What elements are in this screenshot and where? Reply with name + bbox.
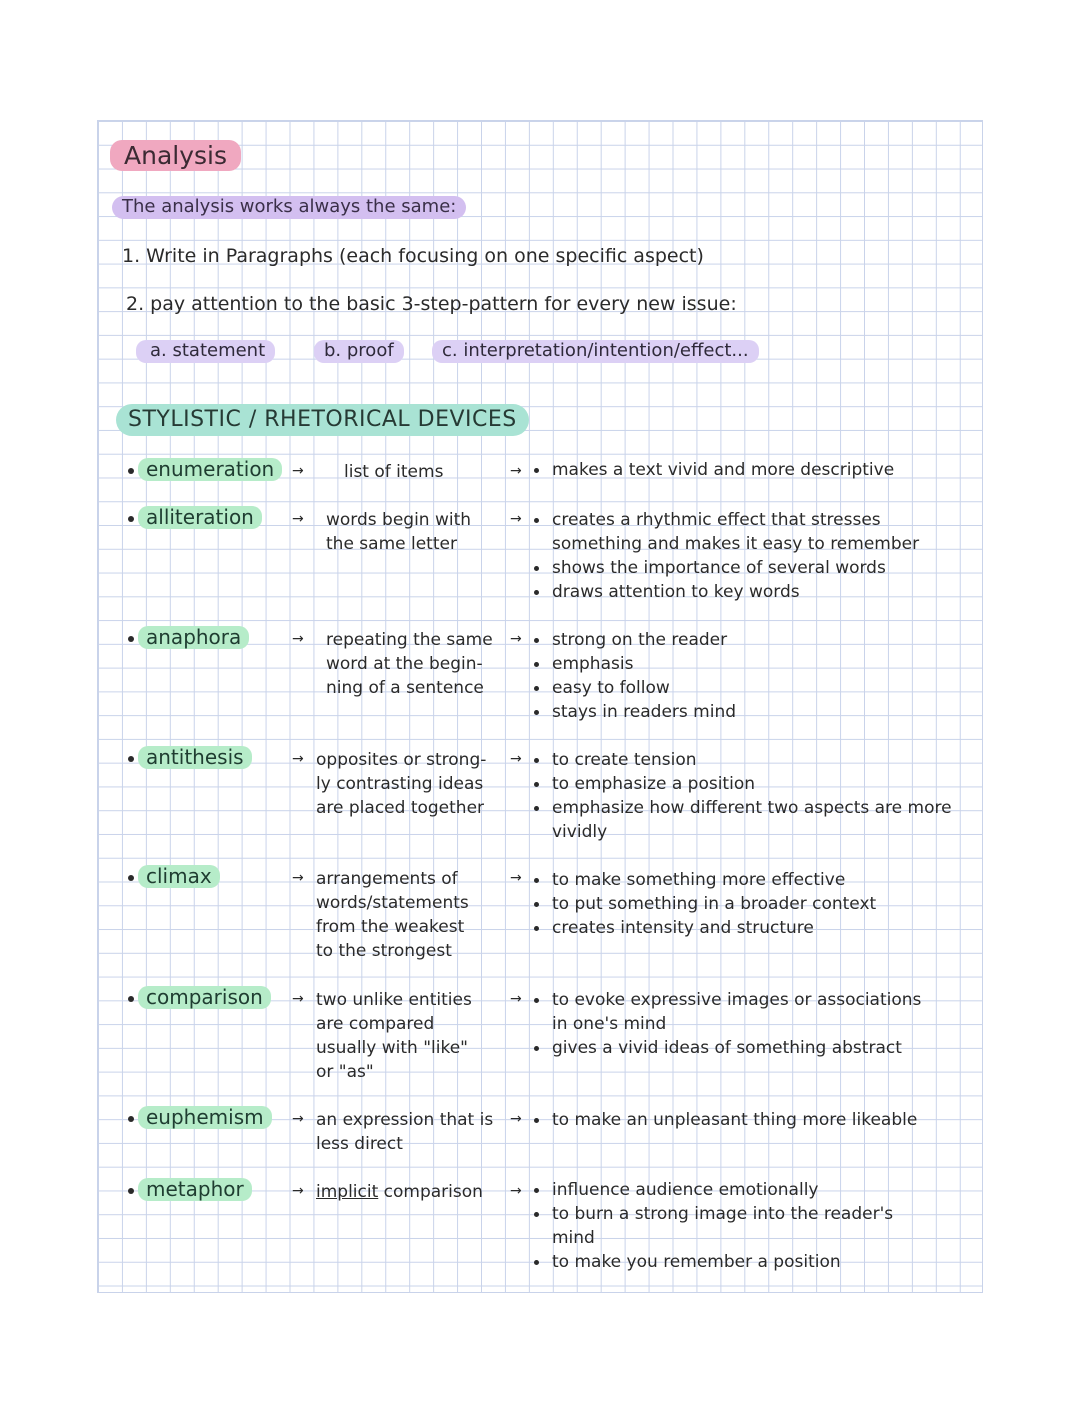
device-term: climax xyxy=(138,865,220,888)
device-definition: list of items xyxy=(344,462,444,482)
device-effects xyxy=(532,508,919,604)
effect-item: influence audience emotionally xyxy=(532,1178,893,1202)
arrow-icon: → xyxy=(292,463,304,479)
device-term: enumeration xyxy=(138,458,282,481)
device-term: antithesis xyxy=(138,746,252,769)
arrow-icon: → xyxy=(292,751,304,767)
device-definition: an expression that is less direct xyxy=(316,1110,494,1154)
arrow-icon: → xyxy=(510,463,522,479)
device-effects xyxy=(532,748,952,844)
device-bullet xyxy=(128,516,134,522)
device-bullet xyxy=(128,756,134,762)
device-bullet xyxy=(128,468,134,474)
definition-rest: comparison xyxy=(378,1182,483,1202)
page-title: Analysis xyxy=(110,140,241,171)
device-term: anaphora xyxy=(138,626,249,649)
arrow-icon: → xyxy=(510,991,522,1007)
effect-item: to evoke expressive images or associations in one's mind xyxy=(532,988,921,1036)
arrow-icon: → xyxy=(510,511,522,527)
effect-item: shows the importance of several words xyxy=(532,556,919,580)
effect-item: easy to follow xyxy=(532,676,736,700)
device-definition: repeating the same word at the begin- ning of a sentence xyxy=(326,630,493,698)
step-2: 2. pay attention to the basic 3-step-pattern for every new issue: xyxy=(126,293,737,315)
effect-item: to put something in a broader context xyxy=(532,892,876,916)
device-bullet xyxy=(128,996,134,1002)
device-term: euphemism xyxy=(138,1106,272,1129)
arrow-icon: → xyxy=(292,631,304,647)
device-effects xyxy=(532,988,921,1060)
device-definition xyxy=(316,1180,483,1204)
effect-item: emphasize how different two aspects are more vividly xyxy=(532,796,952,844)
device-effects xyxy=(532,1108,917,1132)
device-definition: words begin with the same letter xyxy=(326,510,472,554)
subtitle: The analysis works always the same: xyxy=(112,196,466,219)
effect-item: to make something more effective xyxy=(532,868,876,892)
effect-item: gives a vivid ideas of something abstract xyxy=(532,1036,921,1060)
effect-item: makes a text vivid and more descriptive xyxy=(532,458,894,482)
effect-item: draws attention to key words xyxy=(532,580,919,604)
device-bullet xyxy=(128,1188,134,1194)
arrow-icon: → xyxy=(292,511,304,527)
chip-interpretation: c. interpretation/intention/effect... xyxy=(432,340,759,363)
device-term: metaphor xyxy=(138,1178,252,1201)
chip-proof: b. proof xyxy=(314,340,404,363)
device-definition: opposites or strong- ly contrasting ideas are placed together xyxy=(316,750,487,818)
device-term: alliteration xyxy=(138,506,262,529)
arrow-icon: → xyxy=(510,1183,522,1199)
step-1: 1. Write in Paragraphs (each focusing on one specific aspect) xyxy=(122,245,704,267)
device-effects xyxy=(532,1178,893,1274)
device-definition: arrangements of words/statements from the weakest to the strongest xyxy=(316,869,469,961)
arrow-icon: → xyxy=(510,751,522,767)
definition-underlined: implicit xyxy=(316,1182,379,1202)
device-effects xyxy=(532,868,876,940)
arrow-icon: → xyxy=(292,1111,304,1127)
chip-statement: a. statement xyxy=(136,340,275,363)
arrow-icon: → xyxy=(292,870,304,886)
arrow-icon: → xyxy=(292,1183,304,1199)
arrow-icon: → xyxy=(510,870,522,886)
effect-item: emphasis xyxy=(532,652,736,676)
section-title: STYLISTIC / RHETORICAL DEVICES xyxy=(116,404,529,436)
device-term: comparison xyxy=(138,986,271,1009)
device-bullet xyxy=(128,1116,134,1122)
device-definition: two unlike entities are compared usually with "like" or "as" xyxy=(316,990,472,1082)
effect-item: to make you remember a position xyxy=(532,1250,893,1274)
device-effects xyxy=(532,628,736,724)
effect-item: creates intensity and structure xyxy=(532,916,876,940)
effect-item: to emphasize a position xyxy=(532,772,952,796)
effect-item: to create tension xyxy=(532,748,952,772)
effect-item: strong on the reader xyxy=(532,628,736,652)
effect-item: stays in readers mind xyxy=(532,700,736,724)
device-effects xyxy=(532,458,894,482)
effect-item: creates a rhythmic effect that stresses something and makes it easy to remember xyxy=(532,508,919,556)
arrow-icon: → xyxy=(510,1111,522,1127)
device-bullet xyxy=(128,636,134,642)
effect-item: to make an unpleasant thing more likeable xyxy=(532,1108,917,1132)
arrow-icon: → xyxy=(510,631,522,647)
arrow-icon: → xyxy=(292,991,304,1007)
device-bullet xyxy=(128,875,134,881)
effect-item: to burn a strong image into the reader's mind xyxy=(532,1202,893,1250)
